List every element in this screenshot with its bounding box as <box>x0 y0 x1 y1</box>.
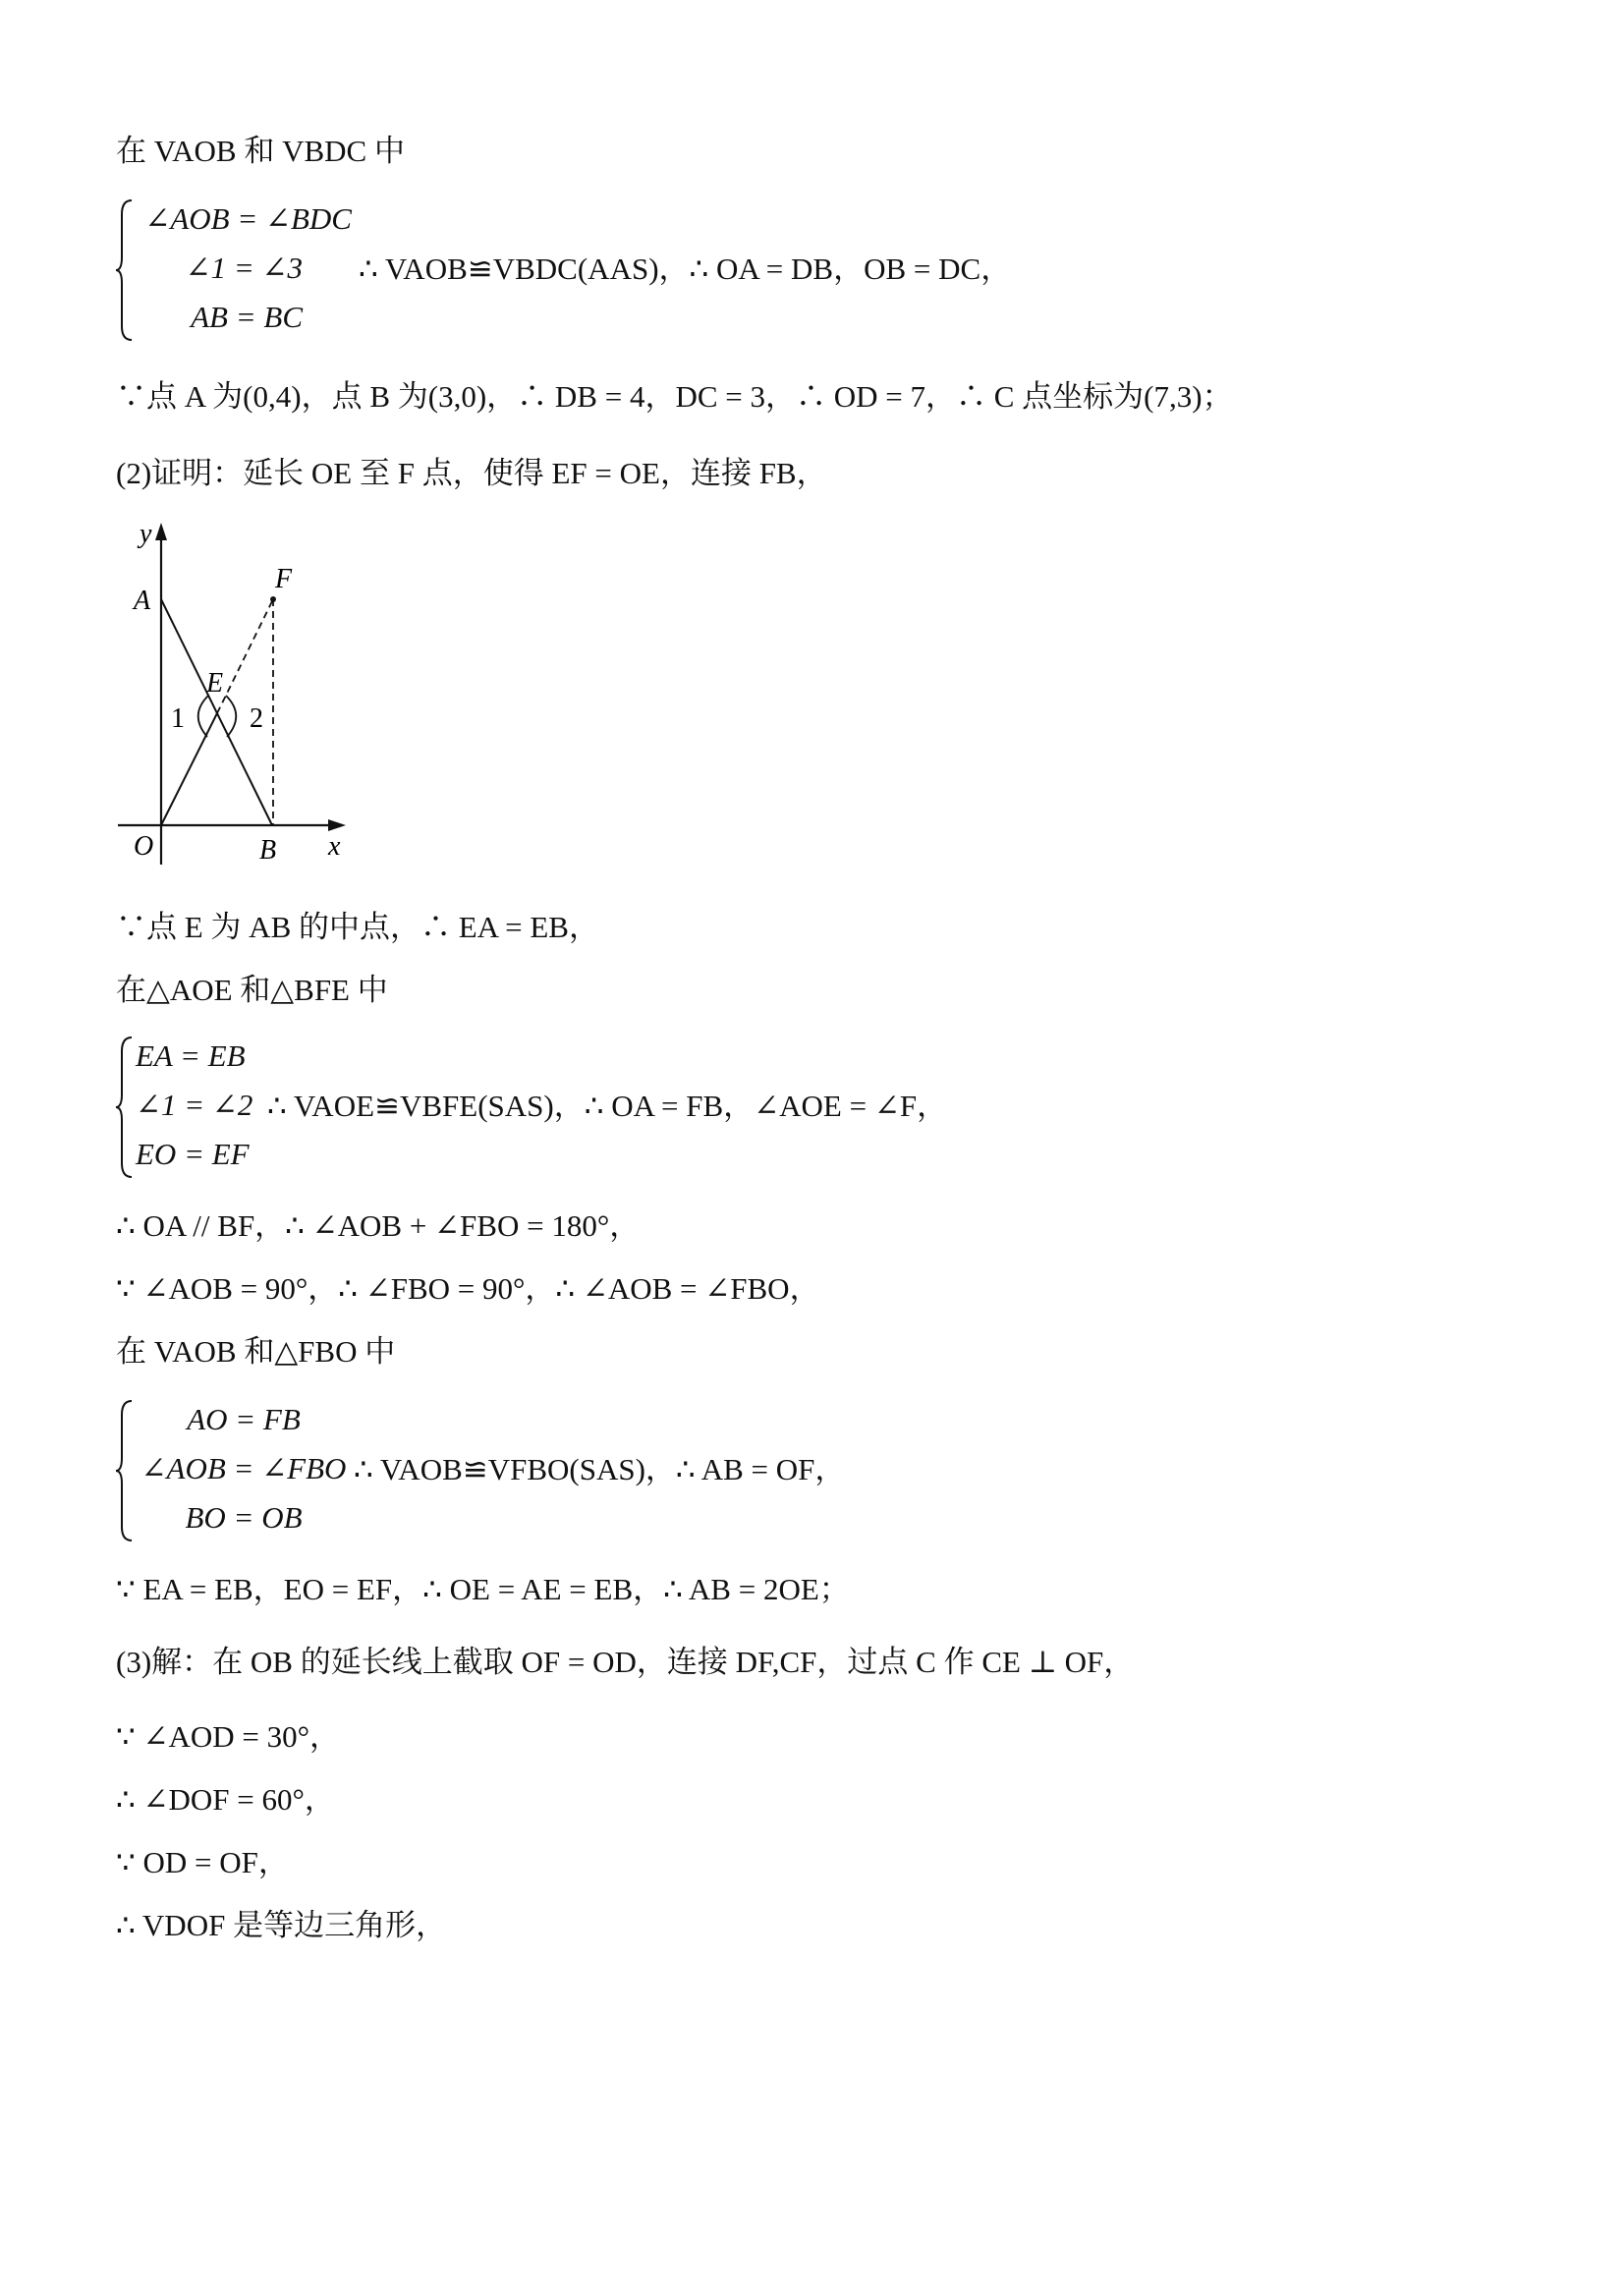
label-e: E <box>206 668 224 699</box>
text-line: ∵ ∠AOD = 30°， <box>116 1719 340 1754</box>
equation-row: AB = BC <box>191 300 303 334</box>
text-line: ∴ VDOF 是等边三角形， <box>116 1908 447 1942</box>
text-line: ∵点 A 为(0,4)，点 B 为(3,0)，∴ DB = 4，DC = 3，∴ OD = 7，∴ C 点坐标为(7,3)； <box>116 379 1233 414</box>
y-axis-arrow-icon <box>155 523 167 540</box>
label-f: F <box>275 564 293 594</box>
text-line: 在 VAOB 和 VBDC 中 <box>116 134 405 168</box>
equation-row: ∠AOB = ∠BDC <box>144 201 352 236</box>
equation-row: ∠AOB = ∠FBO <box>140 1451 347 1485</box>
text-line: (2)证明：延长 OE 至 F 点，使得 EF = OE，连接 FB， <box>116 456 827 490</box>
equation-row: EO = EF <box>136 1137 250 1171</box>
label-angle-1: 1 <box>171 703 185 734</box>
point-f <box>270 596 276 602</box>
angle-1-arc <box>198 696 208 737</box>
conclusion-text: ∴ VAOB≌VBDC(AAS)，∴ OA = DB，OB = DC， <box>359 252 1012 286</box>
angle-2-arc <box>226 696 236 737</box>
conclusion-text: ∴ VAOB≌VFBO(SAS)，∴ AB = OF， <box>354 1452 846 1486</box>
equation-row: AO = FB <box>187 1402 301 1436</box>
equation-system <box>136 195 352 342</box>
label-a: A <box>134 586 151 616</box>
label-x: x <box>328 831 341 862</box>
x-axis-arrow-icon <box>328 819 346 831</box>
equation-row: EA = EB <box>136 1038 246 1073</box>
text-line: 在△AOE 和△BFE 中 <box>116 973 388 1007</box>
equation-system <box>136 1395 352 1542</box>
left-brace <box>114 196 136 344</box>
geometry-figure <box>110 519 356 872</box>
left-brace <box>114 1034 136 1181</box>
label-y: y <box>140 519 152 549</box>
text-line: ∴ ∠DOF = 60°， <box>116 1782 335 1817</box>
text-line: ∴ OA // BF，∴ ∠AOB + ∠FBO = 180°， <box>116 1208 641 1243</box>
equation-row: BO = OB <box>185 1500 303 1535</box>
segment-oe <box>161 713 217 825</box>
text-line: ∵ ∠AOB = 90°，∴ ∠FBO = 90°，∴ ∠AOB = ∠FBO， <box>116 1271 820 1306</box>
text-line: 在 VAOB 和△FBO 中 <box>116 1334 396 1369</box>
equation-system <box>136 1032 252 1179</box>
equation-row: ∠1 = ∠2 <box>136 1088 253 1122</box>
label-o: O <box>134 831 154 862</box>
conclusion-text: ∴ VAOE≌VBFE(SAS)，∴ OA = FB，∠AOE = ∠F， <box>267 1089 948 1123</box>
left-brace <box>114 1397 136 1544</box>
text-line: ∵点 E 为 AB 的中点，∴ EA = EB， <box>116 910 599 944</box>
text-line: ∵ EA = EB，EO = EF，∴ OE = AE = EB，∴ AB = 2OE； <box>116 1572 850 1606</box>
equation-row: ∠1 = ∠3 <box>185 251 303 285</box>
label-b: B <box>259 835 277 866</box>
text-line: ∵ OD = OF， <box>116 1845 289 1879</box>
label-angle-2: 2 <box>250 703 263 734</box>
text-line: (3)解：在 OB 的延长线上截取 OF = OD，连接 DF,CF，过点 C 作 CE ⊥ OF， <box>116 1645 1135 1679</box>
